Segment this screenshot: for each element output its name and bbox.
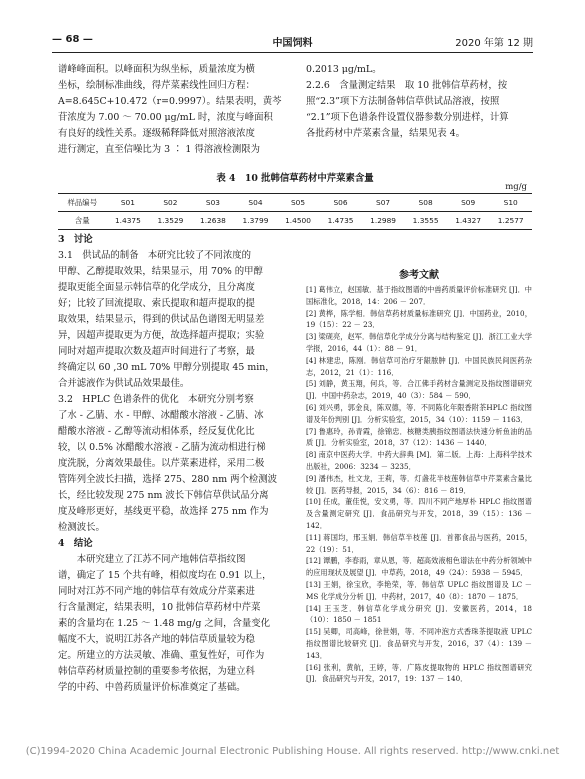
- paragraph-line: 幅度不大，说明江苏各产地的韩信草质量较为稳: [58, 634, 255, 645]
- table-header-row: [58, 194, 532, 212]
- paragraph-line: 0.2013 μg/mL。: [306, 64, 382, 75]
- right-top-text: [306, 62, 532, 142]
- table-cell: 1.4735: [319, 212, 362, 230]
- table-header-cell: S04: [234, 194, 277, 212]
- issue-label: 2020 年第 12 期: [455, 38, 533, 49]
- paragraph-line: 进行测定，直至信噪比为 3 ∶ 1 得溶液检测限为: [58, 144, 260, 155]
- reference-item: [10] 任成，董佳悦，安文勇，等．四川不同产地厚朴 HPLC 指纹图谱及含量测定研究 [J]．食品研究与开发，2018，39（15）：136 － 142．: [306, 497, 532, 530]
- table-header-cell: S06: [319, 194, 362, 212]
- reference-item: [16] 张利，黄航，王婷，等．广陈皮提取物的 HPLC 指纹图谱研究 [J]．食品研究与开发，2017，19：137 － 140．: [306, 662, 532, 684]
- paragraph-line: 定。所建立的方法灵敏、准确、重复性好，可作为: [58, 650, 265, 661]
- paragraph-line: “2.1”项下色谱条件设置仪器参数分别进样，计算: [306, 112, 509, 123]
- paragraph-line: 学的中药、中兽药质量评价标准奠定了基础。: [58, 682, 246, 693]
- journal-name: 中国饲料: [272, 38, 313, 49]
- left-body-text: [58, 232, 296, 696]
- paragraph-line: 较，以 0.5% 冰醋酸水溶液 - 乙腈为流动相进行梯: [58, 442, 266, 453]
- table-cell: 1.3799: [234, 212, 277, 230]
- reference-item: [14] 王玉芝．韩信草化学成分研究 [J]．安徽医药，2014，18（10）：1850 － 1851: [306, 603, 532, 625]
- reference-item: [3] 梁砚亮，赵军．韩信草化学成分分离与结构鉴定 [J]．浙江工业大学学报，2016，44（1）：88 － 91．: [306, 332, 532, 353]
- reference-item: [5] 刘静，黄玉翔，何兵，等．合江佛手药材含量测定及指纹图谱研究 [J]．中国中药杂志，2019，40（3）：584 － 590．: [306, 379, 532, 401]
- paragraph-line: 同时对江苏不同产地的韩信草有效成分芹菜素进: [58, 586, 255, 597]
- left-top-text: [58, 62, 296, 158]
- references-heading: 参考文献: [399, 270, 439, 281]
- table-header-cell: S05: [277, 194, 320, 212]
- reference-item: [1] 葛伟立，赵国敏．基于指纹图谱的中兽药质量评价标准研究 [J]．中国标准化，2018，14：206 － 207．: [306, 285, 532, 306]
- table-header-cell: S02: [149, 194, 192, 212]
- reference-list: [306, 284, 532, 685]
- table-unit: mg/g: [505, 182, 527, 192]
- reference-item: [13] 王娟，徐宝欣，李艳荣，等．韩信草 UPLC 指纹图谱及 LC － MS 化学成分分析 [J]．中药材，2017，40（8）：1870 － 1875．: [306, 579, 532, 601]
- copyright-footer: (C)1994-2020 China Academic Journal Electronic Publishing House. All rights reserved. http://www.cnki.net: [25, 746, 560, 757]
- paragraph-line: 照“2.3”项下方法制备韩信草供试品溶液，按照: [306, 96, 500, 107]
- paragraph-line: 度洗脱，分离效果最佳。以芹菜素进样，采用二极: [58, 458, 265, 469]
- paragraph-line: 3.1 供试品的制备 本研究比较了不同浓度的: [58, 250, 252, 261]
- table-cell: 1.3529: [149, 212, 192, 230]
- reference-item: [11] 蒋国均，邢玉娟．韩信草半枝莲 [J]．首都食品与医药，2015，22（19）：51．: [306, 532, 532, 554]
- paragraph-line: 终确定以 60 ,30 mL 70% 甲醇分别提取 45 min，: [58, 362, 275, 373]
- reference-item: [12] 谭鹏，李春雨，章从恩，等．超高效液相色谱法在中药分析领域中的应用现状及展望 [J]．中草药，2018，49（24）：5938 － 5945．: [306, 556, 532, 578]
- reference-item: [8] 南京中医药大学．中药大辞典 [M]．第二版．上海：上海科学技术出版社，2006：3234 － 3235．: [306, 450, 532, 471]
- paragraph-line: 韩信草药材质量控制的重要参考依据，为建立科: [58, 666, 255, 677]
- table-cell: 1.4375: [107, 212, 150, 230]
- table-header-cell: 样品编号: [58, 194, 107, 212]
- section-heading: 4 结论: [58, 538, 93, 549]
- paragraph-line: 合并滤液作为供试品效果最佳。: [58, 378, 190, 389]
- section-heading: 3 讨论: [58, 234, 93, 245]
- paragraph-line: 谱峰峰面积。以峰面积为纵坐标，质量浓度为横: [58, 64, 255, 75]
- content-table: [58, 193, 532, 230]
- header-rule: [52, 52, 533, 53]
- reference-item: [9] 潘伟杰，杜文龙，王莉，等．灯盏花半枝莲韩信草中芹菜素含量比较 [J]．医药导报，2015，34（6）：816 － 819．: [306, 473, 532, 495]
- paragraph-line: 了水 - 乙腈、水 - 甲醇、冰醋酸水溶液 - 乙腈、冰: [58, 410, 264, 421]
- table-header-cell: S03: [192, 194, 235, 212]
- paragraph-line: 3.2 HPLC 色谱条件的优化 本研究分别考察: [58, 394, 254, 405]
- paragraph-line: 谱，确定了 15 个共有峰，相似度均在 0.91 以上，: [58, 570, 272, 581]
- reference-item: [4] 林建忠，陈刚．韩信草可治疗牙龈脓肿 [J]．中国民族民间医药杂志，2012，21（1）：116．: [306, 355, 532, 377]
- table-cell: 1.2638: [192, 212, 235, 230]
- paragraph-line: 苷浓度为 7.00 ～ 70.00 μg/mL 时，浓度与峰面积: [58, 112, 273, 123]
- table-header-cell: S09: [447, 194, 490, 212]
- table-header-cell: S01: [107, 194, 150, 212]
- running-header: [52, 34, 533, 50]
- paragraph-line: A=8.645C+10.472（r=0.9997）。结果表明，黄芩: [58, 96, 282, 107]
- paragraph-line: 有良好的线性关系。逐级稀释降低对照溶液浓度: [58, 128, 255, 139]
- table-cell: 1.3555: [404, 212, 447, 230]
- table-cell: 含量: [58, 212, 107, 230]
- paragraph-line: 检测波长。: [58, 522, 105, 533]
- table-cell: 1.4327: [447, 212, 490, 230]
- paragraph-line: 度及峰形更好，基线更平稳，故选择 275 nm 作为: [58, 506, 269, 517]
- paragraph-line: 好；比较了回流提取、索氏提取和超声提取的提: [58, 298, 255, 309]
- table-cell: 1.2989: [362, 212, 405, 230]
- page-number: — 68 —: [52, 34, 93, 45]
- table-row: [58, 212, 532, 230]
- paragraph-line: 甲醇、乙醇提取效果，结果显示，用 70% 的甲醇: [58, 266, 263, 277]
- reference-item: [15] 吴卿，司高峰，徐世娟，等．不同冲泡方式香珠茶提取液 UPLC 指纹图谱比较研究 [J]．食品研究与开发，2016，37（4）：139 － 143．: [306, 627, 532, 660]
- paragraph-line: 长，经比较发现 275 nm 波长下韩信草供试品分离: [58, 490, 269, 501]
- paragraph-line: 异，因超声提取更为方便，故选择超声提取；实验: [58, 330, 265, 341]
- paragraph-line: 管阵列全波长扫描，选择 275、280 nm 两个检测波: [58, 474, 278, 485]
- table-caption: 表 4 10 批韩信草药材中芹菜素含量: [216, 173, 374, 184]
- table-header-cell: S10: [489, 194, 532, 212]
- paragraph-line: 2.2.6 含量测定结果 取 10 批韩信草药材，按: [306, 80, 508, 91]
- reference-item: [7] 鲁惠玲，孙青霞，徐锦忠．核糖类胰指纹图谱法快速分析鱼油的品质 [J]．分析实验室，2018，37（12）：1436 － 1440．: [306, 426, 532, 448]
- reference-item: [6] 刘兴勇，郭金良，陈双德，等．不同陈化年限香附茶HPLC 指纹图谱及年份判别 [J]．分析实验室，2015，34（10）：1159 － 1163．: [306, 402, 532, 424]
- table-header-cell: S08: [404, 194, 447, 212]
- paragraph-line: 各批药材中芹菜素含量，结果见表 4。: [306, 128, 465, 139]
- paragraph-line: 取效果，结果显示，得到的供试品色谱图无明显差: [58, 314, 265, 325]
- paragraph-line: 同时对超声提取次数及超声时间进行了考察，最: [58, 346, 255, 357]
- table-cell: 1.2577: [489, 212, 532, 230]
- paragraph-line: 提取更能全面显示韩信草的化学成分，且分离度: [58, 282, 255, 293]
- table-cell: 1.4500: [277, 212, 320, 230]
- paragraph-line: 行含量测定，结果表明，10 批韩信草药材中芹菜: [58, 602, 261, 613]
- paragraph-line: 本研究建立了江苏不同产地韩信草指纹图: [58, 554, 246, 565]
- paragraph-line: 素的含量均在 1.25 ～ 1.48 mg/g 之间，含量变化: [58, 618, 270, 629]
- paragraph-line: 坐标，绘制标准曲线，得芹菜素线性回归方程：: [58, 80, 255, 91]
- paragraph-line: 醋酸水溶液 - 乙醇等流动相体系，经反复优化比: [58, 426, 255, 437]
- reference-item: [2] 黄桦，陈学相．韩信草药材质量标准研究 [J]．中国药业，2010，19（15）：22 － 23．: [306, 308, 532, 330]
- table-header-cell: S07: [362, 194, 405, 212]
